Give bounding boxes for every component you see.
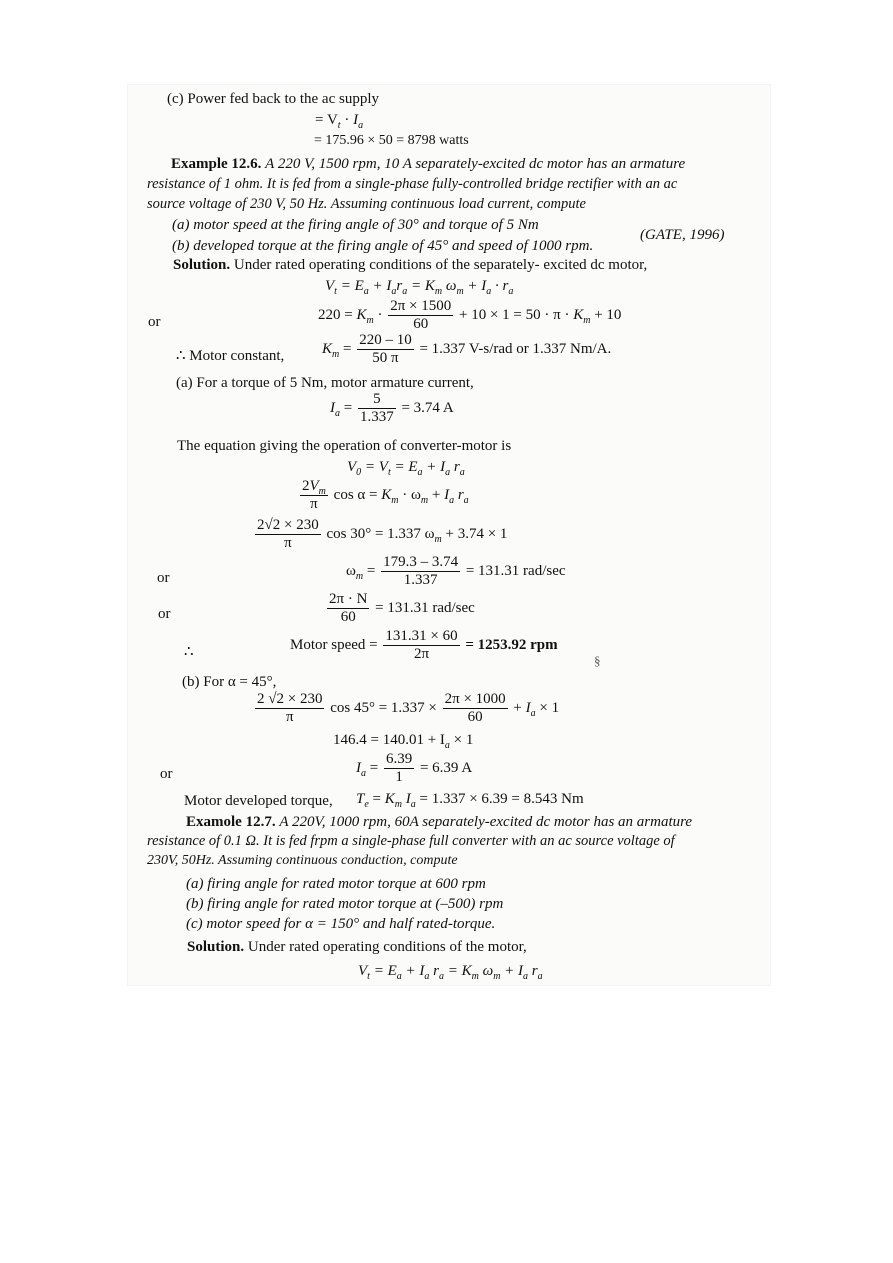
- equation-vt-2: $V_t = E_a + I_a$ $r_a = K_m$ $\omega_m + I_a$ $r_a$: [358, 963, 543, 982]
- gate-reference: (GATE, 1996): [640, 227, 725, 243]
- motor-speed-equation: Motor speed = $\frac{131.31 \times 60}{2\pi}$ = 1253.92 rpm: [290, 628, 558, 662]
- example-12-6-line1: Example 12.6. A 220 V, 1500 rpm, 10 A separately-excited dc motor has an armature: [171, 156, 686, 172]
- or-label-4: or: [160, 766, 173, 782]
- fraction-2pi-1500: $\frac{2\pi \times 1500}{60}$: [390, 298, 452, 332]
- example-12-6-part-b: (b) developed torque at the firing angle of 45° and speed of 1000 rpm.: [172, 238, 594, 254]
- example-12-7-line1: Examole 12.7. A 220V, 1000 rpm, 60A separately-excited dc motor has an armature: [186, 814, 693, 830]
- or-label-3: or: [158, 606, 171, 622]
- example-12-6-part-a: (a) motor speed at the firing angle of 30° and torque of 5 Nm: [172, 217, 539, 233]
- motor-constant-equation: $K_m$ = $\frac{220 - 10}{50 \pi}$ = 1.337 V-s/rad or 1.337 Nm/A.: [322, 332, 612, 366]
- fraction-km: $\frac{220 - 10}{50 \pi}$: [359, 332, 412, 366]
- equation-146: $146.4 = 140.01 + I_a \times 1$: [333, 732, 474, 751]
- power-value: = 175.96 × 50 = 8798 watts: [314, 133, 469, 148]
- fraction-2pi-1000: $\frac{2\pi \times 1000}{60}$: [444, 691, 506, 725]
- equation-wm: $\omega_m$ = $\frac{179.3 - 3.74}{1.337}$ = 131.31 rad/sec: [346, 554, 566, 588]
- example-12-6-line2: resistance of 1 ohm. It is fed from a single-phase fully-controlled bridge rectifier with an ac: [147, 176, 678, 192]
- motor-torque-label: Motor developed torque,: [184, 793, 333, 809]
- example-12-7-part-b: (b) firing angle for rated motor torque at (–500) rpm: [186, 896, 504, 912]
- equation-2vm: $\frac{2V_m}{\pi}$ $\cos \alpha = K_m \cdot \omega_m + I_a$ $r_a$: [302, 478, 469, 512]
- solution-2-intro: Solution. Under rated operating conditions of the motor,: [187, 939, 527, 955]
- fraction-2root2-230-b: $\frac{2 √2 \times 230}{\pi}$: [257, 691, 323, 725]
- converter-equation-intro: The equation giving the operation of converter-motor is: [177, 438, 512, 454]
- power-fed-back-heading: (c) Power fed back to the ac supply: [167, 91, 380, 107]
- fraction-ia: $\frac{5}{1.337}$: [359, 391, 394, 425]
- part-b-alpha: (b) For α = 45°,: [182, 674, 277, 690]
- example-12-7-part-a: (a) firing angle for rated motor torque at 600 rpm: [186, 876, 486, 892]
- or-label-1: or: [148, 314, 161, 330]
- fraction-wm: $\frac{179.3 - 3.74}{1.337}$: [383, 554, 459, 588]
- equation-cos30: $\frac{2√2 \times 230}{\pi}$ cos 30° = 1.337 $\omega_m + 3.74 \times 1$: [257, 517, 508, 551]
- motor-constant-label: ∴ Motor constant,: [176, 348, 285, 364]
- armature-current-equation: $I_a$ = $\frac{5}{1.337}$ = 3.74 A: [330, 391, 454, 425]
- motor-torque-equation: $T_e = K_m$ $I_a = 1.337 \times 6.39 = 8.543$ Nm: [356, 791, 584, 810]
- fraction-n: $\frac{2\pi \cdot N}{60}$: [329, 591, 368, 625]
- equation-ia-2: $I_a$ = $\frac{6.39}{1}$ = 6.39 A: [356, 751, 473, 785]
- example-12-7-line3: 230V, 50Hz. Assuming continuous conduction, compute: [147, 853, 458, 868]
- equation-v0: $V_0 = V_t = E_a + I_a$ $r_a$: [347, 459, 465, 478]
- solution-intro: Solution. Under rated operating conditions of the separately- excited dc motor,: [173, 257, 648, 273]
- fraction-motor-speed: $\frac{131.31 \times 60}{2\pi}$: [385, 628, 458, 662]
- example-12-6-line3: source voltage of 230 V, 50 Hz. Assuming continuous load current, compute: [147, 196, 586, 212]
- armature-current-intro: (a) For a torque of 5 Nm, motor armature current,: [176, 375, 474, 391]
- equation-vt: $V_t = E_a + I_ar_a = K_m$ $\omega_m + I_a \cdot r_a$: [325, 278, 514, 297]
- equation-cos45: $\frac{2 √2 \times 230}{\pi}$ cos 45° = 1.337 × $\frac{2\pi \times 1000}{60}$ + $I_a \times 1$: [257, 691, 560, 725]
- example-12-7-part-c: (c) motor speed for α = 150° and half rated-torque.: [186, 916, 496, 932]
- fraction-2vm: $\frac{2V_m}{\pi}$: [302, 478, 326, 512]
- scan-mark: §: [594, 653, 601, 668]
- example-12-7-line2: resistance of 0.1 Ω. It is fed frpm a single-phase full converter with an ac source voltage of: [147, 833, 675, 849]
- power-formula: = $V_t \cdot I_a$: [315, 112, 364, 131]
- fraction-ia-2: $\frac{6.39}{1}$: [385, 751, 413, 785]
- fraction-2root2-230: $\frac{2√2 \times 230}{\pi}$: [257, 517, 319, 551]
- or-label-2: or: [157, 570, 170, 586]
- equation-n: $\frac{2\pi \cdot N}{60}$ = 131.31 rad/sec: [329, 591, 475, 625]
- equation-220: $220 = K_m$ · $\frac{2\pi \times 1500}{60}$ + $10 \times 1 = 50 \cdot \pi \cdot K_m + 10$: [318, 298, 622, 332]
- therefore-symbol: ∴: [184, 644, 194, 660]
